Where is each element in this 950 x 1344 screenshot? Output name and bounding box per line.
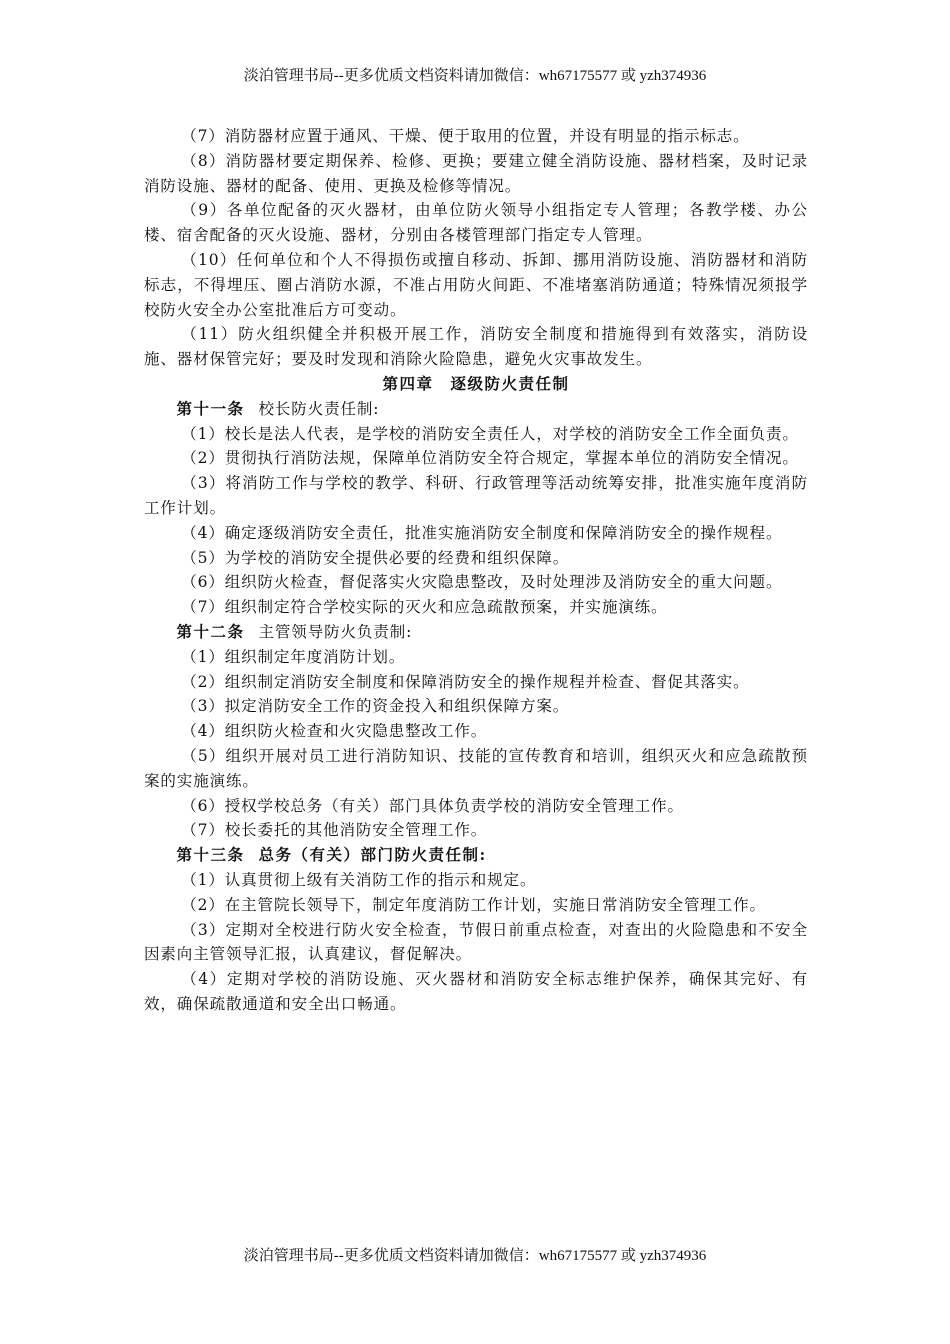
clause-item: （4）定期对学校的消防设施、灭火器材和消防安全标志维护保养，确保其完好、有效，确保疏散通道和安全出口畅通。 [144,970,808,1013]
article-12-heading [144,620,808,645]
clause-item: （11）防火组织健全并积极开展工作，消防安全制度和措施得到有效落实，消防设施、器材保管完好；要及时发现和消除火险隐患，避免火灾事故发生。 [144,325,808,369]
clause-item: （6）授权学校总务（有关）部门具体负责学校的消防安全管理工作。 [181,796,684,815]
clause-item: （5）组织开展对员工进行消防知识、技能的宣传教育和培训，组织灭火和应急疏散预案的实施演练。 [144,746,808,790]
clause-item: （3）定期对全校进行防火安全检查，节假日前重点检查，对查出的火险隐患和不安全因素向主管领导汇报，认真建议，督促解决。 [144,920,808,964]
clause-item: （3）将消防工作与学校的教学、科研、行政管理等活动统筹安排，批准实施年度消防工作计划。 [144,474,808,517]
clause-item: （7）组织制定符合学校实际的灭火和应急疏散预案，并实施演练。 [181,598,668,617]
article-number: 第十二条 [176,621,245,641]
clause-item: （5）为学校的消防安全提供必要的经费和组织保障。 [181,548,570,567]
clause-item: （6）组织防火检查，督促落实火灾隐患整改，及时处理涉及消防安全的重大问题。 [181,573,783,592]
clause-item: （4）确定逐级消防安全责任，批准实施消防安全制度和保障消防安全的操作规程。 [181,523,783,542]
article-title: 总务（有关）部门防火责任制: [258,845,487,865]
clause-item: （8）消防器材要定期保养、检修、更换；要建立健全消防设施、器材档案，及时记录消防设施、器材的配备、使用、更换及检修等情况。 [144,151,808,195]
clause-item: （1）校长是法人代表，是学校的消防安全责任人，对学校的消防安全工作全面负责。 [181,424,799,443]
clause-item: （2）在主管院长领导下，制定年度消防工作计划，实施日常消防安全管理工作。 [181,895,766,914]
clause-item: （1）认真贯彻上级有关消防工作的指示和规定。 [181,870,537,889]
article-number: 第十一条 [176,398,245,418]
clause-item: （2）贯彻执行消防法规，保障单位消防安全符合规定，掌握本单位的消防安全情况。 [181,449,799,468]
clause-item: （2）组织制定消防安全制度和保障消防安全的操作规程并检查、督促其落实。 [181,672,750,691]
article-number: 第十三条 [176,845,245,865]
article-title: 主管领导防火负责制: [258,622,413,641]
document-body [144,124,808,1017]
clause-item: （7）消防器材应置于通风、干燥、便于取用的位置，并设有明显的指示标志。 [181,127,750,145]
clause-item: （7）校长委托的其他消防安全管理工作。 [181,821,488,840]
article-13-heading [144,843,808,868]
article-11-heading [144,397,808,422]
page-footer: 淡泊管理书局--更多优质文档资料请加微信：wh67175577 或 yzh374936 [243,1248,707,1264]
article-title: 校长防火责任制: [258,399,380,418]
chapter-title: 第四章 逐级防火责任制 [382,373,570,393]
clause-item: （9）各单位配备的灭火器材，由单位防火领导小组指定专人管理；各教学楼、办公楼、宿舍配备的灭火设施、器材，分别由各楼管理部门指定专人管理。 [144,201,808,245]
clause-item: （1）组织制定年度消防计划。 [181,647,406,666]
clause-item: （4）组织防火检查和火灾隐患整改工作。 [181,722,488,741]
clause-item: （3）拟定消防安全工作的资金投入和组织保障方案。 [181,697,570,716]
page-header: 淡泊管理书局--更多优质文档资料请加微信：wh67175577 或 yzh374936 [243,68,707,84]
clause-item: （10）任何单位和个人不得损伤或擅自移动、拆卸、挪用消防设施、消防器材和消防标志，不得埋压、圈占消防水源，不准占用防火间距、不准堵塞消防通道；特殊情况须报学校防火安全办公室批准后方可变动。 [144,250,808,319]
